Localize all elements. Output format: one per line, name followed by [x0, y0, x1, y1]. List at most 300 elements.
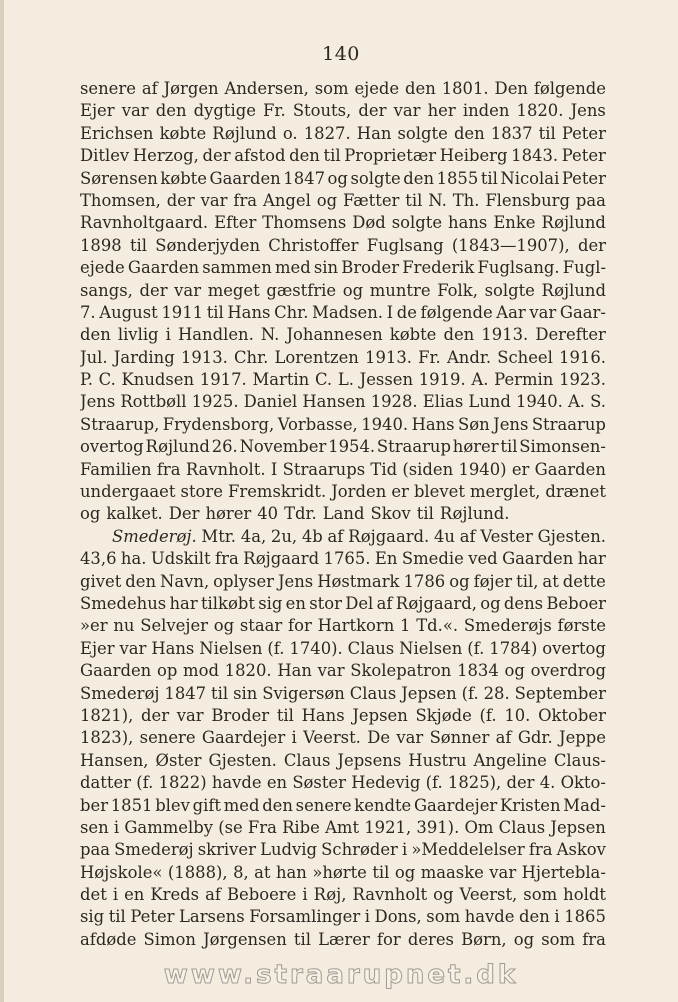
word: Høstmark	[317, 571, 400, 591]
word: Sørensen	[80, 168, 158, 188]
word: Fætter	[343, 190, 400, 210]
text-line	[80, 190, 606, 212]
word: for	[376, 929, 401, 949]
word: C.	[98, 370, 116, 390]
text-line	[80, 123, 606, 145]
word: af	[327, 526, 344, 546]
word: fra	[528, 840, 553, 860]
word: P.	[80, 370, 93, 390]
word: Ejer	[80, 638, 115, 658]
word: sin	[313, 258, 339, 278]
word: Tdr.	[284, 504, 317, 524]
word: 1847	[283, 168, 325, 188]
word: dette	[562, 571, 606, 591]
word: Fugl-	[562, 258, 606, 278]
word: Hustru	[408, 750, 467, 770]
word: Lærer	[318, 929, 370, 949]
word: har	[577, 549, 606, 569]
text-line	[80, 100, 606, 122]
word: med	[223, 795, 260, 815]
word: og	[327, 168, 348, 188]
word: Smedehus	[80, 593, 167, 613]
word: Larsens	[179, 907, 245, 927]
word: købte	[159, 123, 207, 143]
word: Gjesten.	[537, 526, 606, 546]
text-line	[80, 235, 606, 257]
word: 1855	[436, 168, 479, 188]
text-line	[80, 548, 606, 570]
word: til	[500, 437, 518, 457]
text-line	[80, 436, 606, 458]
word: Skov	[370, 504, 411, 524]
word: der	[139, 280, 168, 300]
word: føjer	[473, 571, 513, 591]
word: til	[323, 146, 341, 166]
word: Røjgaard.	[348, 526, 430, 546]
word: I	[386, 302, 394, 322]
text-line	[80, 638, 606, 660]
word: 1940)	[458, 459, 507, 479]
word: at	[542, 571, 559, 591]
word: Røj,	[313, 885, 347, 905]
word: Børn,	[461, 929, 507, 949]
text-line	[80, 369, 606, 391]
word: han	[275, 862, 307, 882]
text-line	[80, 795, 606, 817]
text-line	[80, 660, 606, 682]
word: Fuglsang	[366, 235, 444, 255]
word: deres	[407, 929, 454, 949]
word: til	[416, 504, 434, 524]
word: en	[285, 593, 306, 613]
word: til	[538, 123, 556, 143]
word: 1820.	[224, 661, 272, 681]
word: 1	[400, 616, 411, 636]
word: Knudsen	[121, 370, 195, 390]
word: Familien	[80, 459, 152, 479]
word: af	[495, 728, 512, 748]
word: Handlen.	[177, 325, 254, 345]
word: som	[314, 79, 349, 98]
word: var	[529, 302, 557, 322]
word: havde	[464, 907, 515, 927]
word: 4a,	[240, 526, 267, 546]
word: Gaardejer	[413, 795, 498, 815]
word: Frydensborg,	[162, 414, 275, 434]
word: ved	[468, 549, 498, 569]
word: November	[239, 437, 327, 457]
word: og	[513, 929, 535, 949]
word: Claus-	[553, 750, 606, 770]
word: Veerst.	[303, 728, 361, 748]
text-line	[80, 257, 606, 279]
word: Jens	[277, 571, 314, 591]
word: Jarding	[113, 347, 175, 367]
word: i	[113, 817, 120, 837]
text-line	[80, 593, 606, 615]
word: havde	[211, 773, 262, 793]
word: De	[367, 728, 391, 748]
word: Fr.	[263, 101, 286, 121]
word: af	[141, 79, 158, 98]
word: der	[141, 705, 170, 725]
word: N.	[428, 190, 447, 210]
text-line	[80, 884, 606, 906]
word: Tid	[370, 459, 398, 479]
word: merglet,	[469, 482, 541, 502]
word: Folk,	[437, 280, 478, 300]
word: Efter	[214, 213, 257, 233]
word: »er	[80, 616, 108, 636]
word: Peter	[561, 123, 606, 143]
word: 1954.	[328, 437, 376, 457]
word: at	[254, 862, 271, 882]
word: Thomsens	[262, 213, 347, 233]
word: staar	[239, 616, 283, 636]
word: Der	[168, 504, 200, 524]
word: i	[302, 885, 308, 905]
word: 1925.	[191, 392, 239, 412]
word: 10.	[504, 705, 531, 725]
word: var	[396, 728, 424, 748]
word: Simonsen-	[519, 437, 606, 457]
word: Røjlund	[145, 437, 210, 457]
word: blev	[155, 795, 190, 815]
word: Martin	[252, 370, 310, 390]
word: Hans	[227, 302, 271, 322]
word: Søster	[292, 773, 346, 793]
word: ejede	[354, 79, 400, 98]
word: (siden	[402, 459, 454, 479]
word: stor	[309, 593, 342, 613]
word: Ejer	[80, 101, 115, 121]
word: Ribe	[282, 817, 320, 837]
word: sen	[80, 817, 109, 837]
word: 1921,	[364, 817, 412, 837]
word: den	[155, 101, 187, 121]
word: og	[80, 504, 101, 524]
word: Broder	[341, 258, 400, 278]
word: Ravnholt.	[185, 459, 266, 479]
word: Frederik	[402, 258, 475, 278]
section-heading: Smederøj.	[112, 526, 197, 546]
word: nu	[113, 616, 135, 636]
word: Claus	[349, 683, 397, 703]
word: solgte	[397, 123, 448, 143]
word: Jul.	[80, 347, 108, 367]
word: Simon	[143, 929, 196, 949]
word: Ravnholtgaard.	[80, 213, 209, 233]
word: (f.	[461, 683, 479, 703]
word: 26.	[211, 437, 238, 457]
word: var	[174, 280, 202, 300]
word: solgte	[484, 280, 535, 300]
word: gift	[192, 795, 221, 815]
word: senere	[139, 728, 196, 748]
word: Røjlund	[212, 123, 277, 143]
word: Hans	[301, 705, 345, 725]
word: 1786	[403, 571, 446, 591]
word: Td.«.	[416, 616, 459, 636]
word: Madsen.	[312, 302, 383, 322]
word: Stouts,	[292, 101, 352, 121]
word: overtog	[542, 638, 606, 658]
word: N.	[260, 325, 280, 345]
word: o.	[282, 123, 298, 143]
word: C.	[314, 370, 333, 390]
word: 2u,	[270, 526, 298, 546]
word: inden	[462, 101, 510, 121]
watermark: www.straarupnet.dk	[163, 960, 519, 990]
word: Beboer	[546, 593, 606, 613]
word: Gaarden	[209, 168, 281, 188]
word: Flensburg	[485, 190, 570, 210]
word: Nielsen	[399, 638, 463, 658]
word: Jeppe	[559, 728, 606, 748]
word: solgte	[350, 168, 401, 188]
word: En	[374, 549, 398, 569]
word: var	[200, 190, 228, 210]
word: Han	[277, 661, 312, 681]
word: dens	[503, 593, 544, 613]
word: 1827.	[303, 123, 351, 143]
word: Død	[352, 213, 386, 233]
word: oplyser	[213, 571, 274, 591]
word: Hartkorn	[317, 616, 395, 636]
word: blevet	[413, 482, 465, 502]
word: Jorden	[331, 482, 387, 502]
word: af	[205, 885, 221, 905]
word: (f.	[467, 638, 485, 658]
word: ha.	[120, 549, 147, 569]
word: meget	[207, 280, 260, 300]
word: Gaarden	[502, 549, 574, 569]
word: »Meddelelser	[411, 840, 525, 860]
word: Sønner	[429, 728, 490, 748]
text-line	[80, 727, 606, 749]
word: i	[554, 907, 560, 927]
word: Sønderjyden	[155, 235, 261, 255]
word: den	[519, 907, 550, 927]
word: hører	[205, 504, 252, 524]
word: Smederøjs	[463, 616, 552, 636]
text-line	[80, 615, 606, 637]
word: Ravnholt	[352, 885, 428, 905]
word: 1923.	[559, 370, 606, 390]
text-line	[80, 302, 606, 324]
word: der	[506, 773, 535, 793]
word: den	[125, 571, 157, 591]
word: en	[266, 773, 288, 793]
word: Del	[345, 593, 374, 613]
word: og	[394, 862, 416, 882]
word: en	[124, 885, 145, 905]
word: Angel	[263, 190, 311, 210]
word: Andersen,	[224, 79, 309, 98]
word: mod	[183, 661, 219, 681]
word: og	[342, 280, 364, 300]
word: 1917.	[199, 370, 247, 390]
word: Aar	[496, 302, 526, 322]
word: første	[557, 616, 606, 636]
word: til	[276, 705, 294, 725]
word: Daniel	[243, 392, 298, 412]
word: 1940.	[515, 392, 563, 412]
word: Fr.	[418, 347, 441, 367]
text-line	[80, 839, 606, 861]
text-line	[80, 906, 606, 928]
word: fra	[582, 929, 606, 949]
word: og	[449, 571, 470, 591]
word: til,	[516, 571, 539, 591]
word: var	[119, 638, 147, 658]
word: sin	[233, 683, 258, 703]
word: Fremskridt.	[228, 482, 327, 502]
word: til	[480, 168, 498, 188]
word: 1765.	[323, 549, 371, 569]
word: Den	[494, 79, 528, 98]
word: Røjgaard,	[395, 593, 477, 613]
word: for	[288, 616, 312, 636]
word: i	[112, 885, 119, 905]
text-line	[80, 772, 606, 794]
word: hører	[452, 437, 499, 457]
word: og	[504, 661, 525, 681]
word: Fra	[247, 817, 277, 837]
word: Permin	[494, 370, 554, 390]
text-line	[80, 347, 606, 369]
word: 1740).	[289, 638, 343, 658]
word: Claus	[347, 638, 395, 658]
word: Jepsen	[550, 817, 606, 837]
word: Straarup	[531, 414, 606, 434]
word: Gjesten.	[208, 750, 277, 770]
word: kendte	[354, 795, 412, 815]
word: Scheel	[497, 347, 553, 367]
text-line	[80, 391, 606, 413]
word: Hans	[151, 638, 195, 658]
word: 4u	[434, 526, 455, 546]
word: Mtr.	[201, 526, 237, 546]
word: den	[262, 795, 293, 815]
word: tilkøbt	[200, 593, 255, 613]
word: Jens	[570, 101, 606, 121]
word: Skolepatron	[350, 661, 452, 681]
word: i	[401, 840, 408, 860]
word: er	[391, 482, 409, 502]
text-line	[80, 145, 606, 167]
word: Jens	[80, 392, 116, 412]
word: L.	[337, 370, 354, 390]
word: den	[289, 146, 320, 166]
word: i	[291, 728, 297, 748]
text-line	[80, 862, 606, 884]
word: følgende	[533, 79, 606, 98]
word: Kreds	[150, 885, 200, 905]
word: Peter	[561, 146, 606, 166]
word: med	[274, 258, 311, 278]
word: Fuglsang.	[477, 258, 560, 278]
word: kalket.	[106, 504, 163, 524]
word: Jepsens	[337, 750, 402, 770]
text-line	[80, 526, 606, 548]
word: Højskole«	[80, 862, 163, 882]
word: Mad-	[563, 795, 606, 815]
word: Chr.	[274, 302, 309, 322]
word: Jepsen	[401, 683, 457, 703]
word: livlig	[117, 325, 159, 345]
word: var	[317, 661, 345, 681]
word: den	[443, 325, 475, 345]
word: 1820.	[516, 101, 564, 121]
body-text	[80, 78, 606, 951]
word: (f.	[267, 638, 285, 658]
word: store	[180, 482, 223, 502]
word: (f.	[479, 705, 497, 725]
word: Svigersøn	[262, 683, 345, 703]
word: af	[376, 593, 393, 613]
word: maaske	[420, 862, 484, 882]
word: Jepsen	[352, 705, 408, 725]
word: op	[156, 661, 178, 681]
word: Gaarden	[127, 258, 200, 278]
word: Smedie	[401, 549, 464, 569]
word: datter	[80, 773, 131, 793]
word: 8,	[233, 862, 249, 882]
word: 1847	[164, 683, 207, 703]
word: der	[166, 190, 195, 210]
word: ejede	[80, 258, 125, 278]
word: overtog	[80, 437, 144, 457]
text-line	[80, 481, 606, 503]
word: 1821),	[80, 705, 134, 725]
word: senere	[295, 795, 352, 815]
word: Claus	[498, 817, 546, 837]
word: Ludvig	[260, 840, 318, 860]
word: senere	[80, 79, 136, 98]
text-line	[80, 212, 606, 234]
word: 1837	[490, 123, 533, 143]
word: og	[480, 593, 501, 613]
word: 28.	[483, 683, 510, 703]
word: Peter	[130, 907, 175, 927]
word: 43,6	[80, 549, 117, 569]
word: fra	[156, 459, 181, 479]
word: overdrog	[530, 661, 606, 681]
word: Ditlev	[80, 146, 130, 166]
word: (f.	[136, 773, 154, 793]
word: til	[372, 862, 390, 882]
word: Røjgaard	[243, 549, 320, 569]
word: Beboere	[226, 885, 297, 905]
text-line	[80, 705, 606, 727]
word: 1851	[110, 795, 153, 815]
word: 1913.	[180, 347, 228, 367]
word: 4b	[301, 526, 323, 546]
word: Gaarden	[534, 459, 606, 479]
word: Skjøde	[415, 705, 472, 725]
word: Øster	[155, 750, 202, 770]
word: 40	[257, 504, 279, 524]
word: 1916.	[559, 347, 606, 367]
word: Jørgensen	[203, 929, 287, 949]
text-line	[80, 817, 606, 839]
word: til	[129, 235, 148, 255]
word: skriver	[197, 840, 256, 860]
word: Nielsen	[199, 638, 263, 658]
text-line	[80, 571, 606, 593]
word: i	[165, 325, 171, 345]
